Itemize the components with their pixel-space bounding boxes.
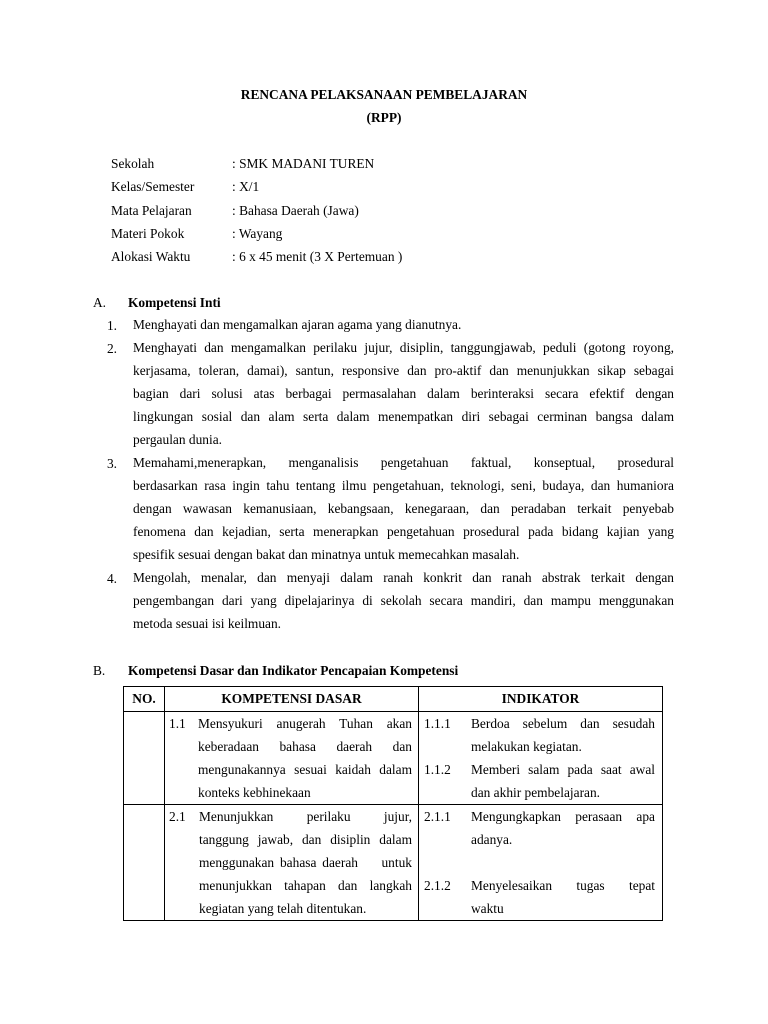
ki-item-3-line: dengan wawasan kemanusiaan, kebangsaan, kenegaraan, dan peradaban terkait penyebab <box>133 501 674 516</box>
ki-item-4-line: Mengolah, menalar, dan menyaji dalam ranah konkrit dan ranah abstrak terkait dengan <box>133 570 674 585</box>
indikator-item <box>424 758 655 804</box>
section-b-letter: B. <box>93 663 106 678</box>
row-1-indikator <box>419 712 663 805</box>
info-value-kelas-semester: : X/1 <box>232 179 260 194</box>
info-label-alokasi-waktu: Alokasi Waktu <box>111 249 191 264</box>
indikator-item <box>424 805 655 874</box>
ki-item-2-line: bagian dari solusi atas berbagai permasalahan dalam berinteraksi secara efektif dengan <box>133 386 674 401</box>
indikator-number: 2.1.1 <box>424 809 451 824</box>
ki-item-2-line: kerjasama, toleran, damai), santun, responsive dan pro-aktif dan menunjukkan sikap sebagai <box>133 363 674 378</box>
ki-item-4-line: metoda sesuai isi keilmuan. <box>133 616 282 631</box>
indikator-line: Memberi salam pada saat awal <box>471 762 655 777</box>
kd-line: Mensyukuri anugerah Tuhan akan <box>198 716 412 731</box>
indikator-number: 2.1.2 <box>424 878 451 893</box>
ki-item-4-line: pengembangan dari yang dipelajarinya di sekolah secara mandiri, dan mampu menggunakan <box>133 593 674 608</box>
ki-item-1-text <box>133 313 674 336</box>
kd-line: tanggung jawab, dan disiplin dalam <box>199 832 412 847</box>
ki-item-4-number: 4. <box>106 571 117 586</box>
section-a-title: Kompetensi Inti <box>128 295 221 310</box>
table-row <box>124 805 663 921</box>
info-label-kelas-semester: Kelas/Semester <box>111 179 195 194</box>
ki-item-4-text <box>133 566 674 635</box>
info-label-mata-pelajaran: Mata Pelajaran <box>111 203 192 218</box>
ki-item-3-text <box>133 451 674 566</box>
indikator-number: 1.1.2 <box>424 762 451 777</box>
ki-item-1-number: 1. <box>106 318 117 333</box>
row-2-no <box>124 805 165 921</box>
indikator-number: 1.1.1 <box>424 716 451 731</box>
ki-item-1-line: Menghayati dan mengamalkan ajaran agama yang dianutnya. <box>133 317 462 332</box>
row-2-kompetensi-dasar <box>165 805 419 921</box>
info-label-sekolah: Sekolah <box>111 156 155 171</box>
indikator-line: Menyelesaikan tugas tepat <box>471 878 655 893</box>
ki-item-3-number: 3. <box>106 456 117 471</box>
header-indikator: INDIKATOR <box>419 687 663 712</box>
ki-item-3-line: berdasarkan rasa ingin tahu tentang ilmu pengetahuan, teknologi, seni, budaya, dan humaniora <box>133 478 674 493</box>
kd-line: Menunjukkan perilaku jujur, <box>199 809 412 824</box>
kd-line: mengunakannya sesuai kaidah dalam <box>198 762 412 777</box>
document-subtitle: (RPP) <box>366 110 402 125</box>
kd-line: menggunakan bahasa daerah untuk <box>199 855 412 870</box>
info-value-alokasi-waktu: : 6 x 45 menit (3 X Pertemuan ) <box>232 249 403 264</box>
table-row <box>124 712 663 805</box>
table-header-row <box>124 687 663 712</box>
ki-item-2-line: Menghayati dan mengamalkan perilaku jujur, disiplin, tanggungjawab, peduli (gotong royong, <box>133 340 674 355</box>
indikator-item <box>424 712 655 758</box>
ki-item-2-line: lingkungan sosial dan alam serta dalam menempatkan diri sebagai cerminan bangsa dalam <box>133 409 674 424</box>
kd-line: konteks kebhinekaan <box>198 785 311 800</box>
kd-line: kegiatan yang telah ditentukan. <box>199 901 367 916</box>
section-b-title: Kompetensi Dasar dan Indikator Pencapaian Kompetensi <box>128 663 459 678</box>
info-value-mata-pelajaran: : Bahasa Daerah (Jawa) <box>232 203 359 218</box>
kompetensi-table <box>123 686 663 921</box>
indikator-line: Berdoa sebelum dan sesudah <box>471 716 655 731</box>
ki-item-2-line: pergaulan dunia. <box>133 432 222 447</box>
info-value-sekolah: : SMK MADANI TUREN <box>232 156 375 171</box>
ki-item-3-line: Memahami,menerapkan, menganalisis pengetahuan faktual, konseptual, prosedural <box>133 455 674 470</box>
ki-item-3-line: fenomena dan kejadian, serta menerapkan pengetahuan prosedural pada bidang kajian yang <box>133 524 674 539</box>
header-no: NO. <box>124 687 165 712</box>
row-1-kompetensi-dasar <box>165 712 419 805</box>
ki-item-2-number: 2. <box>106 341 117 356</box>
info-value-materi-pokok: : Wayang <box>232 226 283 241</box>
indikator-line: waktu <box>471 901 504 916</box>
kd-number: 2.1 <box>169 809 186 824</box>
row-2-indikator <box>419 805 663 921</box>
indikator-line: Mengungkapkan perasaan apa <box>471 809 655 824</box>
indikator-line: dan akhir pembelajaran. <box>471 785 601 800</box>
indikator-line: adanya. <box>471 832 513 847</box>
kd-line: keberadaan bahasa daerah dan <box>198 739 412 754</box>
document-title: RENCANA PELAKSANAAN PEMBELAJARAN <box>240 87 528 102</box>
ki-item-2-text <box>133 336 674 451</box>
header-kompetensi-dasar: KOMPETENSI DASAR <box>165 687 419 712</box>
section-a-letter: A. <box>93 295 107 310</box>
indikator-line: melakukan kegiatan. <box>471 739 582 754</box>
info-label-materi-pokok: Materi Pokok <box>111 226 185 241</box>
indikator-item <box>424 874 655 920</box>
row-1-no <box>124 712 165 805</box>
kd-number: 1.1 <box>169 716 186 731</box>
kd-line: menunjukkan tahapan dan langkah <box>199 878 412 893</box>
ki-item-3-line: spesifik sesuai dengan bakat dan minatnya untuk memecahkan masalah. <box>133 547 520 562</box>
